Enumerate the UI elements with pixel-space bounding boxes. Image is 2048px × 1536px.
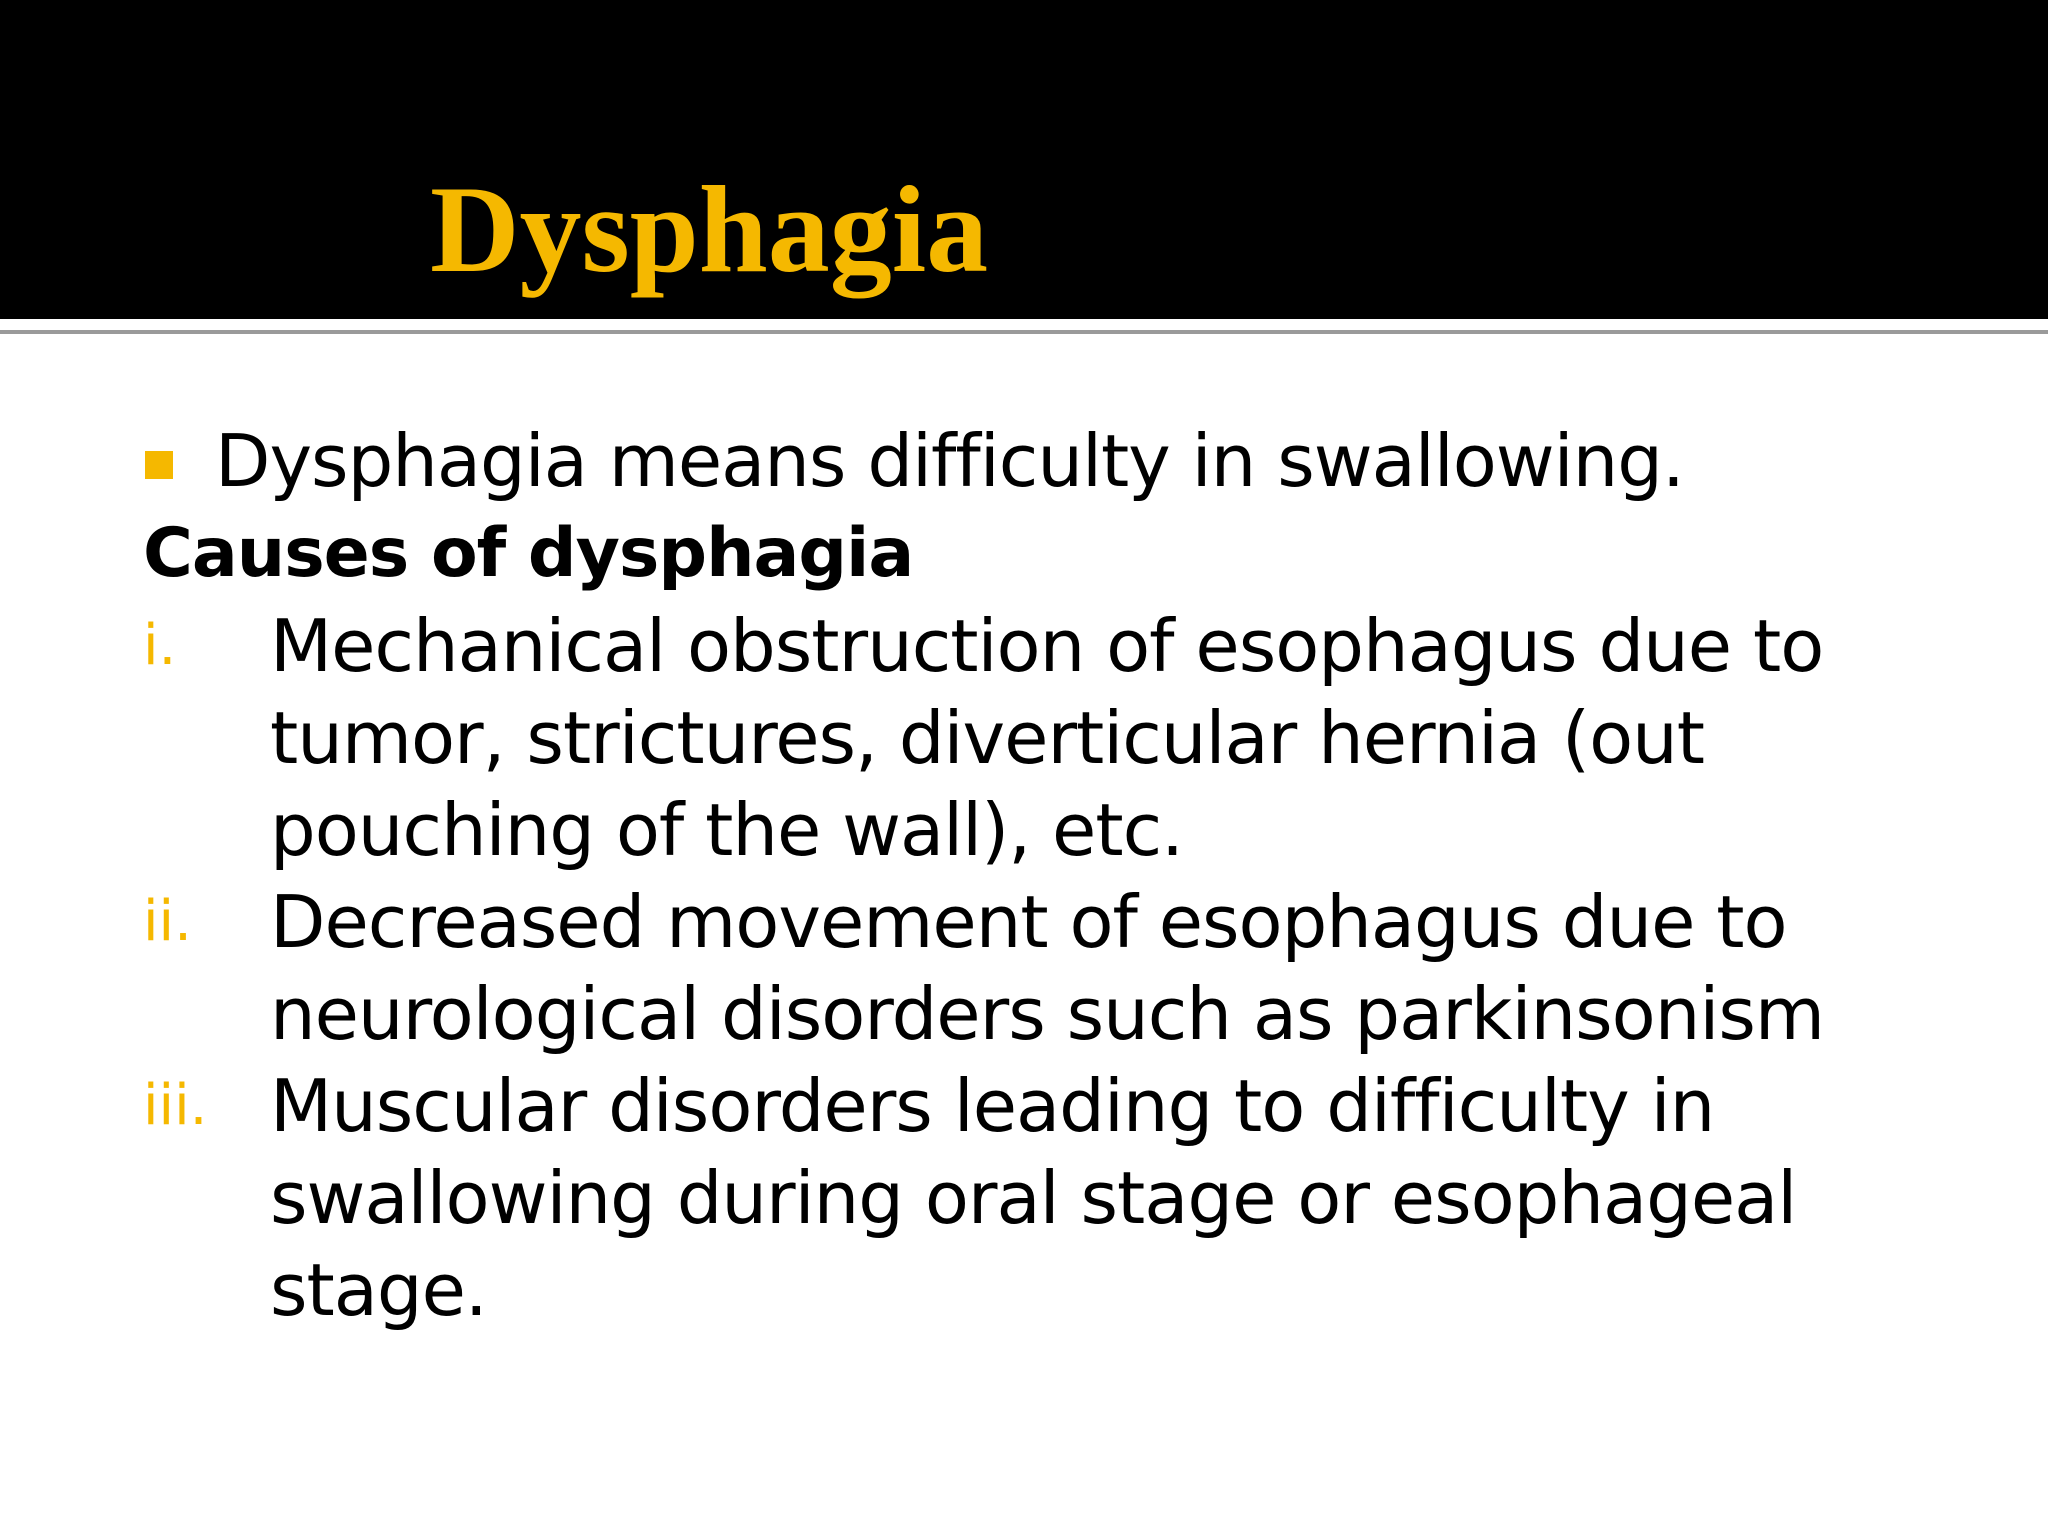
cause-line: Mechanical obstruction of esophagus due to [270,604,1824,688]
cause-line: neurological disorders such as parkinsonism [270,972,1824,1056]
list-marker: iii. [143,1073,208,1138]
cause-line: stage. [270,1248,487,1332]
list-marker: i. [143,613,177,678]
cause-line: Decreased movement of esophagus due to [270,880,1787,964]
cause-text [270,600,1970,876]
cause-text [270,1060,1970,1336]
cause-item-2 [143,876,2003,1060]
cause-line: swallowing during oral stage or esophageal [270,1156,1797,1240]
title-bar [0,0,2048,319]
cause-text [270,876,1970,1060]
square-bullet-icon [145,451,173,479]
definition-bullet [145,415,1965,507]
cause-item-3 [143,1060,2003,1336]
list-marker: ii. [143,889,192,954]
cause-line: pouching of the wall), etc. [270,788,1184,872]
cause-line: tumor, strictures, diverticular hernia (out [270,696,1705,780]
cause-item-1 [143,600,2003,876]
section-heading: Causes of dysphagia [143,514,914,593]
definition-text: Dysphagia means difficulty in swallowing. [215,419,1684,503]
slide-title: Dysphagia [430,161,989,298]
title-divider [0,330,2048,334]
cause-line: Muscular disorders leading to difficulty in [270,1064,1715,1148]
